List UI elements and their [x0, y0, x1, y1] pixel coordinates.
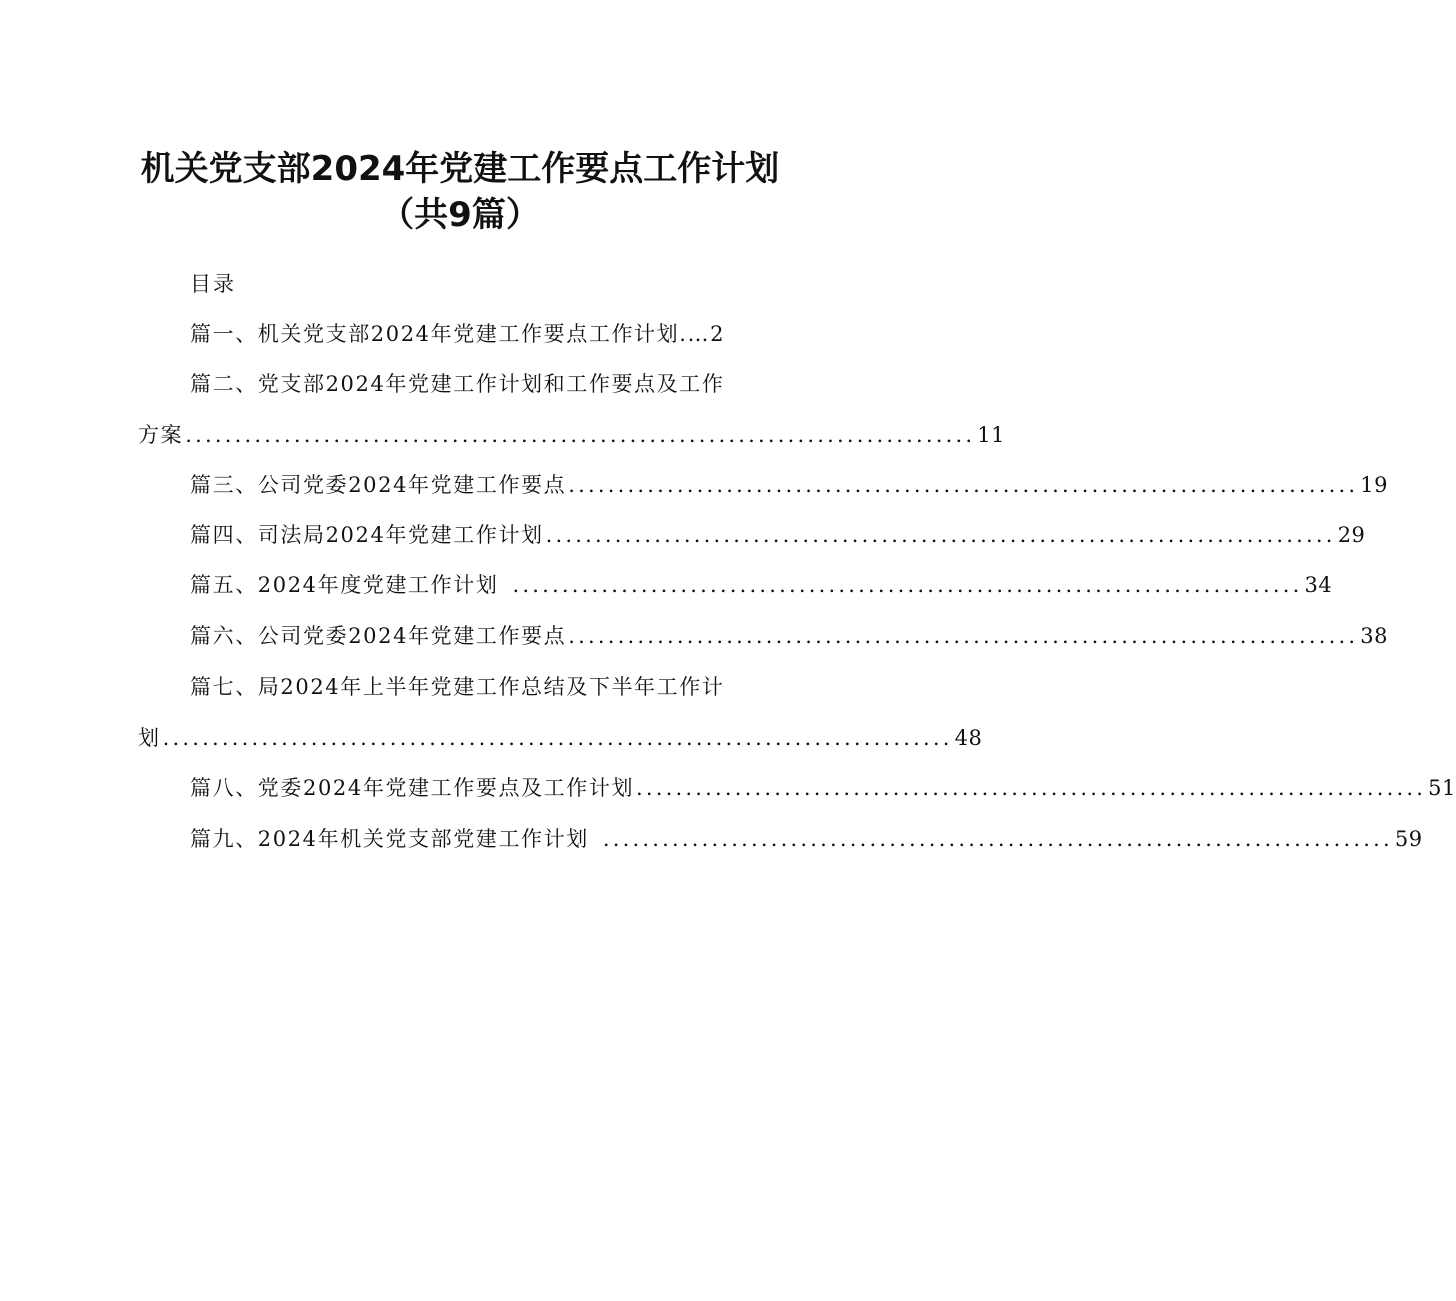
toc-entry-leader: ................................................................................ [545, 523, 1336, 547]
toc-entry-title: 方案 [138, 423, 184, 447]
toc-entry-7-line1[interactable]: 篇七、局2024年上半年党建工作总结及下半年工作计 [190, 675, 725, 699]
toc-entry-title: 篇九、2024年机关党支部党建工作计划 [190, 827, 589, 851]
toc-entry-leader: ................................................................................ [602, 827, 1393, 851]
toc-entry-page: 11 [977, 423, 1005, 447]
toc-entry-leader: ................................................................................ [568, 624, 1359, 648]
toc-entry-1[interactable] [190, 318, 770, 350]
toc-entry-9[interactable] [190, 823, 1423, 855]
toc-entry-leader: ................................................................................ [568, 473, 1359, 497]
toc-entry-page: 38 [1360, 624, 1389, 648]
toc-entry-title: 篇一、机关党支部2024年党建工作要点工作计划. [190, 322, 688, 346]
toc-entry-leader: ................................................................................ [512, 573, 1303, 597]
toc-entry-page: 29 [1337, 523, 1366, 547]
toc-entry-page: 34 [1304, 573, 1333, 597]
toc-entry-title: 篇四、司法局2024年党建工作计划 [190, 523, 544, 547]
toc-entry-leader: ................................................................................ [162, 726, 953, 750]
toc-entry-page: 59 [1394, 827, 1423, 851]
toc-entry-8[interactable] [190, 772, 1456, 804]
toc-entry-7[interactable] [138, 722, 983, 754]
toc-entry-title: 篇三、公司党委2024年党建工作要点 [190, 473, 567, 497]
toc-entry-page: 2 [710, 322, 725, 346]
toc-entry-leader: ................................................................................ [185, 423, 976, 447]
toc-entry-leader: … [687, 322, 711, 346]
toc-entry-2-line1[interactable]: 篇二、党支部2024年党建工作计划和工作要点及工作 [190, 372, 725, 396]
document-title: 机关党支部2024年党建工作要点工作计划 [140, 149, 780, 189]
toc-entry-page: 19 [1360, 473, 1389, 497]
toc-entry-5[interactable] [190, 569, 1333, 601]
toc-heading: 目录 [190, 272, 236, 296]
toc-entry-6[interactable] [190, 620, 1389, 652]
toc-entry-title: 篇八、党委2024年党建工作要点及工作计划 [190, 776, 635, 800]
toc-entry-3[interactable] [190, 469, 1389, 501]
toc-entry-page: 51 [1428, 776, 1456, 800]
toc-entry-2[interactable] [138, 419, 1005, 451]
toc-entry-title: 篇六、公司党委2024年党建工作要点 [190, 624, 567, 648]
document-subtitle: （共9篇） [380, 195, 540, 235]
toc-entry-title: 篇五、2024年度党建工作计划 [190, 573, 499, 597]
toc-entry-title: 划 [138, 726, 161, 750]
toc-entry-page: 48 [954, 726, 983, 750]
toc-entry-leader: ................................................................................ [636, 776, 1427, 800]
toc-entry-4[interactable] [190, 519, 1366, 551]
